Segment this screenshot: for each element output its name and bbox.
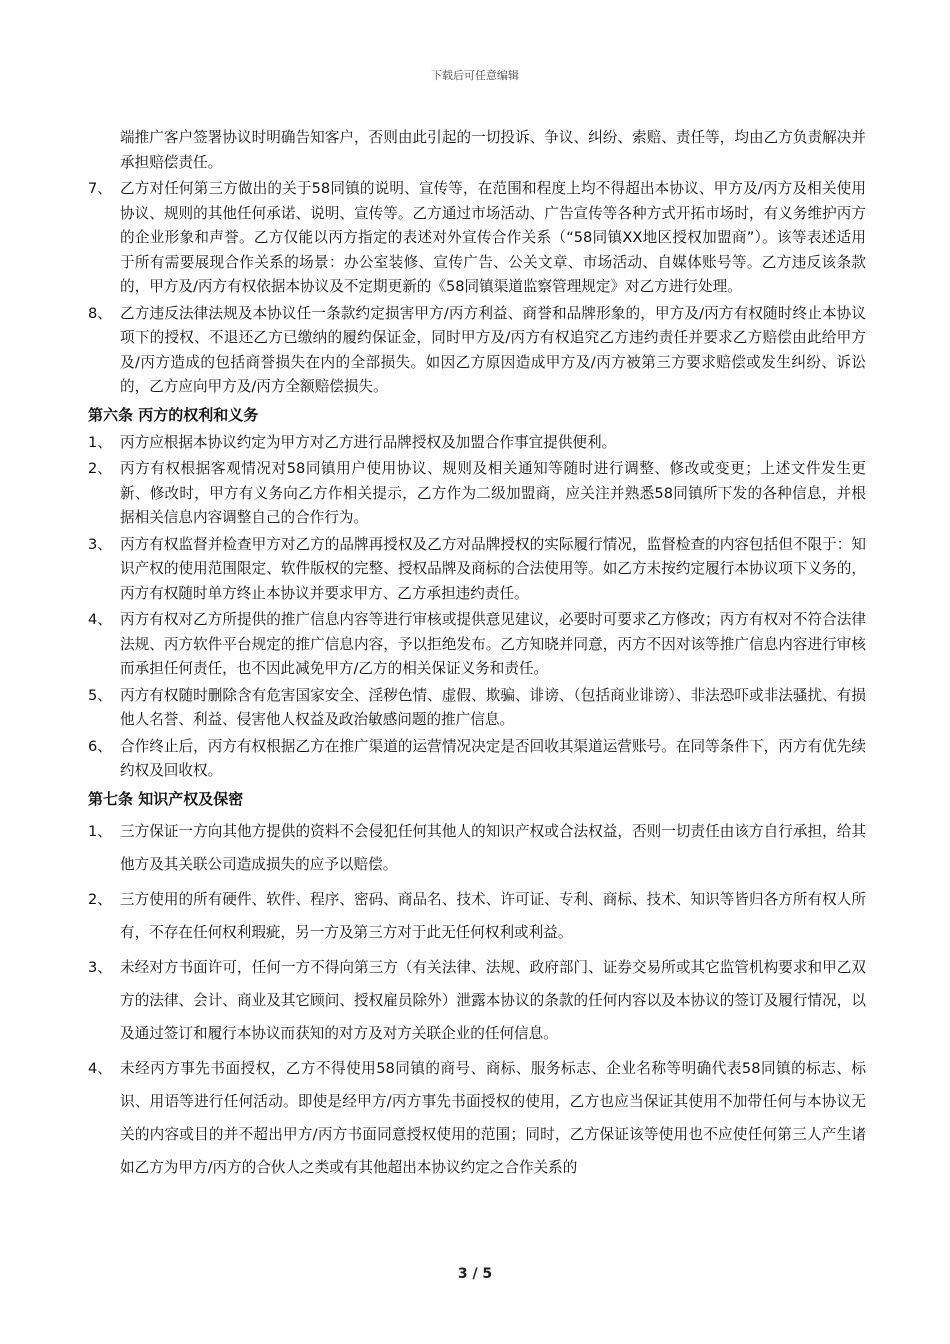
list-item <box>88 735 866 784</box>
item-number: 1、 <box>88 822 112 840</box>
page-number: 3 / 5 <box>457 1266 493 1282</box>
item-text: 合作终止后，丙方有权根据乙方在推广渠道的运营情况决定是否回收其渠道运营账号。在同等条件下，丙方有优先续约权及回收权。 <box>120 737 866 779</box>
item-number: 4、 <box>88 1059 112 1077</box>
item-number: 3、 <box>88 958 112 976</box>
document-body <box>88 126 866 1186</box>
item-number: 5、 <box>88 686 112 704</box>
list-item <box>88 1052 866 1184</box>
list-item <box>88 815 866 881</box>
item-text: 丙方有权随时删除含有危害国家安全、淫秽色情、虚假、欺骗、诽谤、（包括商业诽谤）、非法恐吓或非法骚扰、有损他人名誉、利益、侵害他人权益及政治敏感问题的推广信息。 <box>120 686 866 728</box>
item-text: 乙方对任何第三方做出的关于58同镇的说明、宣传等，在范围和程度上均不得超出本协议、甲方及/丙方及相关使用协议、规则的其他任何承诺、说明、宣传等。乙方通过市场活动、广告宣传等各种方式开拓市场时，有义务维护丙方的企业形象和声誉。乙方仅能以丙方指定的表述对外宣传合作关系（“58同镇XX地区授权加盟商”）。该等表述适用于所有需要展现合作关系的场景：办公室装修、宣传广告、公关文章、市场活动、自媒体账号等。乙方违反该条款的，甲方及/丙方有权依据本协议及不定期更新的《58同镇渠道监察管理规定》对乙方进行处理。 <box>120 180 866 295</box>
page-header-note: 下载后可任意编辑 <box>431 69 519 82</box>
item-number: 4、 <box>88 611 112 628</box>
list-item <box>88 177 866 300</box>
item-text: 丙方有权监督并检查甲方对乙方的品牌再授权及乙方对品牌授权的实际履行情况，监督检查的内容包括但不限于：知识产权的使用范围限定、软件版权的完整、授权品牌及商标的合法使用等。如乙方未按约定履行本协议项下义务的，丙方有权随时单方终止本协议并要求甲方、乙方承担违约责任。 <box>120 535 866 602</box>
item-number: 2、 <box>88 890 112 908</box>
item-number: 7、 <box>88 180 112 197</box>
list-item <box>88 883 866 949</box>
item-number: 8、 <box>88 304 112 322</box>
item-text: 丙方有权根据客观情况对58同镇用户使用协议、规则及相关通知等随时进行调整、修改或变更；上述文件发生更新、修改时，甲方有义务向乙方作相关提示，乙方作为二级加盟商，应关注并熟悉58同镇所下发的各种信息，并根据相关信息内容调整自己的合作行为。 <box>120 460 866 526</box>
item-text: 丙方应根据本协议约定为甲方对乙方进行品牌授权及加盟合作事宜提供便利。 <box>120 433 617 451</box>
list-item <box>88 431 866 456</box>
section-heading: 第七条 知识产权及保密 <box>88 789 244 808</box>
list-item <box>88 533 866 607</box>
item-text: 未经丙方事先书面授权，乙方不得使用58同镇的商号、商标、服务标志、企业名称等明确代表58同镇的标志、标识、用语等进行任何活动。即使是经甲方/丙方事先书面授权的使用，乙方也应当保证其使用不加带任何与本协议无关的内容或目的并不超出甲方/丙方书面同意授权使用的范围；同时，乙方保证该等使用也不应使任何第三人产生诸如乙方为甲方/丙方的合伙人之类或有其他超出本协议约定之合作关系的 <box>120 1059 866 1176</box>
list-item <box>88 684 866 733</box>
item-number: 1、 <box>88 433 112 451</box>
list-item <box>88 951 866 1050</box>
item-text: 丙方有权对乙方所提供的推广信息内容等进行审核或提供意见建议，必要时可要求乙方修改；丙方有权对不符合法律法规、丙方软件平台规定的推广信息内容，予以拒绝发布。乙方知晓并同意，丙方不因对该等推广信息内容进行审核而承担任何责任，也不因此减免甲方/乙方的相关保证义务和责任。 <box>120 611 866 677</box>
item-text: 未经对方书面许可，任何一方不得向第三方（有关法律、法规、政府部门、证券交易所或其它监管机构要求和甲乙双方的法律、会计、商业及其它顾问、授权雇员除外）泄露本协议的条款的任何内容以及本协议的签订及履行情况，以及通过签订和履行本协议而获知的对方及对方关联企业的任何信息。 <box>120 958 866 1042</box>
item-text: 三方使用的所有硬件、软件、程序、密码、商品名、技术、许可证、专利、商标、技术、知识等皆归各方所有权人所有，不存在任何权利瑕疵，另一方及第三方对于此无任何权利或利益。 <box>120 890 866 941</box>
list-item <box>88 608 866 682</box>
item-number: 3、 <box>88 535 112 553</box>
item-text: 三方保证一方向其他方提供的资料不会侵犯任何其他人的知识产权或合法权益，否则一切责任由该方自行承担，给其他方及其关联公司造成损失的应予以赔偿。 <box>120 822 866 873</box>
item-text: 乙方违反法律法规及本协议任一条款约定损害甲方/丙方利益、商誉和品牌形象的，甲方及/丙方有权随时终止本协议项下的授权、不退还乙方已缴纳的履约保证金，同时甲方及/丙方有权追究乙方违约责任并要求乙方赔偿由此给甲方及/丙方造成的包括商誉损失在内的全部损失。如因乙方原因造成甲方及/丙方被第三方要求赔偿或发生纠纷、诉讼的，乙方应向甲方及/丙方全额赔偿损失。 <box>120 304 866 395</box>
item-number: 2、 <box>88 460 112 477</box>
paragraph-continuation: 端推广客户签署协议时明确告知客户，否则由此引起的一切投诉、争议、纠纷、索赔、责任等，均由乙方负责解决并承担赔偿责任。 <box>120 129 866 171</box>
list-item <box>88 302 866 400</box>
item-number: 6、 <box>88 737 112 755</box>
list-item <box>88 457 866 531</box>
section-heading: 第六条 丙方的权利和义务 <box>88 405 259 424</box>
